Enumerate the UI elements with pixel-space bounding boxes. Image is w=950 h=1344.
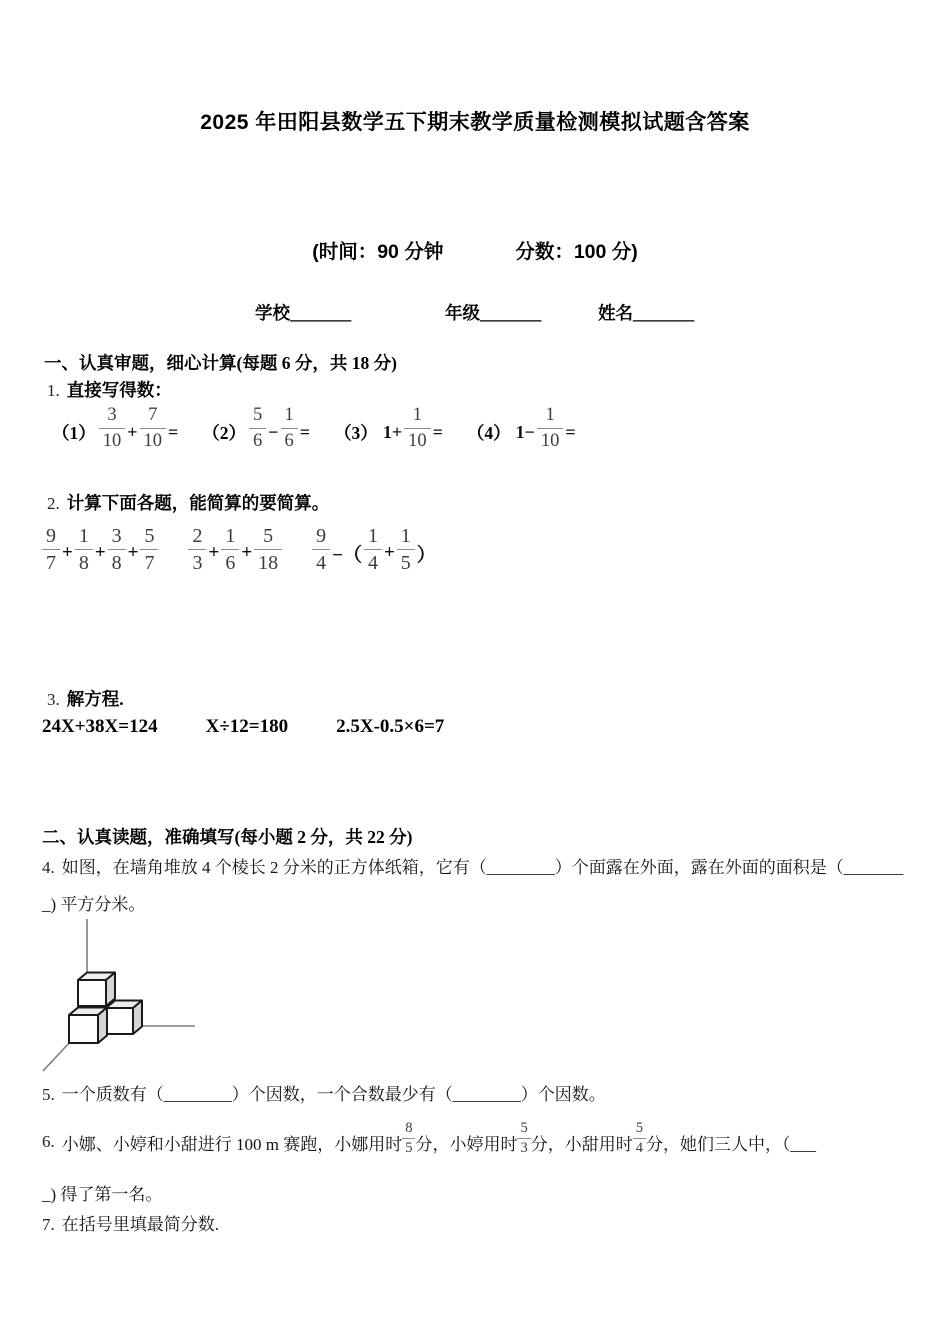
exam-meta <box>0 236 950 264</box>
section1-header: 一、认真审题，细心计算(每题 6 分，共 18 分) <box>44 353 397 373</box>
fraction: $\frac{5}{6}$ <box>249 406 266 450</box>
cubes-in-wall-corner-drawing <box>35 915 205 1075</box>
math-token: + <box>94 542 106 563</box>
fraction: $\frac{1}{10}$ <box>404 406 431 450</box>
fraction: $\frac{1}{6}$ <box>221 526 239 573</box>
grade-field: 年级_______ <box>445 303 542 323</box>
math-token: 小娜、小婷和小甜进行 100 m 赛跑，小娜用时 <box>61 1134 403 1154</box>
question6-line1 <box>42 1112 816 1164</box>
question6-line2: _) 得了第一名。 <box>42 1185 163 1204</box>
question1-number: 1. <box>47 381 60 400</box>
fraction: $\frac{5}{7}$ <box>140 526 158 573</box>
math-token: + <box>62 542 73 563</box>
fraction: $\frac{9}{7}$ <box>42 526 60 573</box>
page-title: 2025 年田阳县数学五下期末教学质量检测模拟试题含答案 <box>200 111 750 134</box>
q1-item-4: （4） 1− $\frac{1}{10}$ = <box>466 405 576 451</box>
question4-line1: 4. 如图，在墙角堆放 4 个棱长 2 分米的正方体纸箱，它有（________）个面露在外面，露在外面的面积是（_______ <box>42 858 904 877</box>
fraction: $\frac{2}{3}$ <box>188 526 206 573</box>
equation: 2.5X-0.5×6=7 <box>336 716 445 737</box>
fraction: $\frac{3}{10}$ <box>99 406 126 450</box>
name-field: 姓名_______ <box>598 303 695 323</box>
fraction: $\frac{1}{6}$ <box>281 406 298 450</box>
question4-number: 4. <box>42 858 55 877</box>
math-token: −（ <box>332 544 362 566</box>
question1-label: 1. 直接写得数： <box>47 380 172 400</box>
question3-equations <box>42 716 444 738</box>
question2-number: 2. <box>47 494 60 513</box>
fraction: $\frac{5}{18}$ <box>254 526 282 573</box>
math-token: = <box>432 421 443 442</box>
math-expression <box>249 406 312 450</box>
time-label: (时间：90 分钟 <box>312 241 444 263</box>
fraction: $\frac{1}{4}$ <box>364 526 382 573</box>
math-token: 1− <box>515 421 535 442</box>
question4-line2: _) 平方分米。 <box>42 895 146 914</box>
corner-cubes-figure <box>35 915 205 1080</box>
math-token: = <box>565 421 576 442</box>
diagonal-corner-line <box>43 1041 71 1071</box>
equation: X÷12=180 <box>205 716 289 737</box>
math-expression <box>381 406 445 450</box>
fraction: $\frac{5}{3}$ <box>517 1121 530 1155</box>
math-token: 分，小甜用时 <box>530 1134 633 1154</box>
math-token: ） <box>416 544 436 566</box>
question3-label: 3. 解方程. <box>47 689 124 709</box>
section2-header: 二、认真读题，准确填写(每小题 2 分，共 22 分) <box>42 827 413 847</box>
math-token: + <box>383 542 395 563</box>
question6-text-with-fractions <box>62 1121 816 1155</box>
math-expression <box>188 526 282 573</box>
math-expression <box>514 406 578 450</box>
math-token: = <box>299 421 311 442</box>
fraction: $\frac{7}{10}$ <box>140 406 167 450</box>
math-token: + <box>127 421 138 442</box>
question2-label: 2. 计算下面各题，能简算的要简算。 <box>47 493 330 513</box>
fraction: $\frac{1}{8}$ <box>75 526 93 573</box>
fraction: $\frac{5}{4}$ <box>633 1121 646 1155</box>
question7-line: 7. 在括号里填最简分数. <box>42 1215 219 1234</box>
q1-item-2: （2） $\frac{5}{6}$ − $\frac{1}{6}$ = <box>202 405 311 451</box>
q1-item-1: （1） $\frac{3}{10}$ + $\frac{7}{10}$ = <box>52 405 179 451</box>
fraction: $\frac{1}{5}$ <box>397 526 415 573</box>
math-token: + <box>208 542 220 563</box>
cube-bottom-right <box>106 1001 142 1035</box>
math-expression <box>312 526 438 573</box>
math-token: 分，小婷用时 <box>415 1134 518 1154</box>
math-token: + <box>241 542 253 563</box>
q1-item-3: （3） 1+ $\frac{1}{10}$ = <box>334 405 443 451</box>
fraction: $\frac{3}{8}$ <box>108 526 126 573</box>
fraction: $\frac{9}{4}$ <box>312 526 330 573</box>
question5-line: 5. 一个质数有（________）个因数，一个合数最少有（________）个因数。 <box>42 1085 606 1104</box>
fraction: $\frac{1}{10}$ <box>537 406 564 450</box>
math-expression <box>42 526 158 573</box>
school-field: 学校_______ <box>255 303 352 323</box>
question5-number: 5. <box>42 1085 55 1104</box>
score-label: 分数：100 分) <box>515 241 638 263</box>
question6-number: 6. <box>42 1132 55 1151</box>
math-expression <box>99 406 181 450</box>
math-token: 分，她们三人中，（___ <box>645 1134 816 1154</box>
cube-bottom-left <box>69 1008 107 1044</box>
math-token: − <box>268 421 279 442</box>
math-token: = <box>168 421 179 442</box>
question7-number: 7. <box>42 1215 55 1234</box>
question1-items <box>52 400 578 456</box>
fraction: $\frac{8}{5}$ <box>402 1121 415 1155</box>
math-token: + <box>127 542 139 563</box>
equation: 24X+38X=124 <box>42 716 158 737</box>
question3-number: 3. <box>47 690 60 709</box>
cube-top <box>78 973 115 1007</box>
math-token: 1+ <box>382 421 403 442</box>
question2-expressions <box>42 520 438 578</box>
